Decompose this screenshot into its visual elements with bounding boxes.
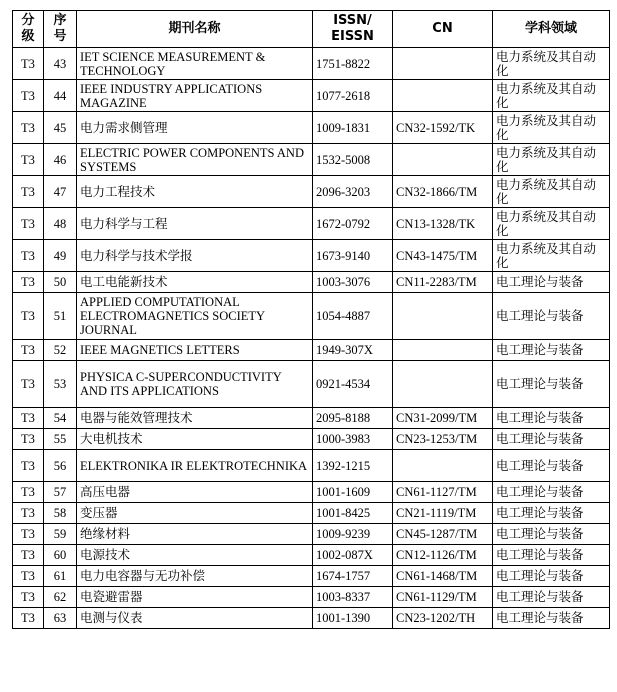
cell-field: 电工理论与装备: [493, 429, 610, 450]
cell-cn: [393, 48, 493, 80]
cell-cn: CN32-1592/TK: [393, 112, 493, 144]
cell-journal-name: ELEKTRONIKA IR ELEKTROTECHNIKA: [77, 450, 313, 482]
cell-field: 电工理论与装备: [493, 566, 610, 587]
cell-grade: T3: [13, 361, 44, 408]
cell-grade: T3: [13, 450, 44, 482]
cell-issn: 1673-9140: [313, 240, 393, 272]
cell-field: 电力系统及其自动化: [493, 144, 610, 176]
cell-grade: T3: [13, 80, 44, 112]
cell-cn: CN61-1129/TM: [393, 587, 493, 608]
cell-journal-name: 电器与能效管理技术: [77, 408, 313, 429]
cell-journal-name: 电力工程技术: [77, 176, 313, 208]
cell-grade: T3: [13, 587, 44, 608]
cell-grade: T3: [13, 408, 44, 429]
cell-field: 电工理论与装备: [493, 524, 610, 545]
cell-seq: 46: [44, 144, 77, 176]
cell-journal-name: IET SCIENCE MEASUREMENT & TECHNOLOGY: [77, 48, 313, 80]
cell-field: 电工理论与装备: [493, 545, 610, 566]
cell-issn: 1009-1831: [313, 112, 393, 144]
cell-cn: CN61-1127/TM: [393, 482, 493, 503]
cell-issn: 1002-087X: [313, 545, 393, 566]
header-field: 学科领域: [493, 11, 610, 48]
table-row: [13, 482, 610, 503]
cell-field: 电力系统及其自动化: [493, 240, 610, 272]
cell-journal-name: 电源技术: [77, 545, 313, 566]
cell-journal-name: 变压器: [77, 503, 313, 524]
cell-grade: T3: [13, 208, 44, 240]
cell-field: 电工理论与装备: [493, 608, 610, 629]
cell-issn: 1003-3076: [313, 272, 393, 293]
cell-journal-name: 大电机技术: [77, 429, 313, 450]
cell-issn: 1054-4887: [313, 293, 393, 340]
table-row: [13, 340, 610, 361]
header-row: [13, 11, 610, 48]
cell-issn: 1392-1215: [313, 450, 393, 482]
cell-journal-name: 高压电器: [77, 482, 313, 503]
table-row: [13, 361, 610, 408]
cell-cn: [393, 144, 493, 176]
cell-cn: CN43-1475/TM: [393, 240, 493, 272]
cell-journal-name: 绝缘材料: [77, 524, 313, 545]
header-grade: 分 级: [13, 11, 44, 48]
journal-table: [12, 10, 610, 629]
cell-field: 电工理论与装备: [493, 361, 610, 408]
cell-seq: 55: [44, 429, 77, 450]
cell-journal-name: 电力需求侧管理: [77, 112, 313, 144]
cell-seq: 50: [44, 272, 77, 293]
table-row: [13, 566, 610, 587]
cell-grade: T3: [13, 144, 44, 176]
cell-cn: CN21-1119/TM: [393, 503, 493, 524]
table-row: [13, 429, 610, 450]
cell-grade: T3: [13, 429, 44, 450]
table-row: [13, 608, 610, 629]
cell-field: 电力系统及其自动化: [493, 80, 610, 112]
cell-field: 电力系统及其自动化: [493, 112, 610, 144]
cell-grade: T3: [13, 48, 44, 80]
cell-journal-name: 电力电容器与无功补偿: [77, 566, 313, 587]
cell-grade: T3: [13, 240, 44, 272]
cell-seq: 58: [44, 503, 77, 524]
cell-seq: 45: [44, 112, 77, 144]
table-row: [13, 80, 610, 112]
table-row: [13, 48, 610, 80]
cell-field: 电力系统及其自动化: [493, 208, 610, 240]
table-row: [13, 408, 610, 429]
cell-grade: T3: [13, 545, 44, 566]
cell-cn: [393, 361, 493, 408]
cell-grade: T3: [13, 340, 44, 361]
cell-grade: T3: [13, 503, 44, 524]
cell-seq: 51: [44, 293, 77, 340]
cell-seq: 54: [44, 408, 77, 429]
cell-cn: [393, 80, 493, 112]
cell-field: 电力系统及其自动化: [493, 48, 610, 80]
cell-grade: T3: [13, 272, 44, 293]
cell-issn: 1077-2618: [313, 80, 393, 112]
cell-issn: 1001-1609: [313, 482, 393, 503]
cell-cn: [393, 450, 493, 482]
cell-issn: 1001-1390: [313, 608, 393, 629]
cell-grade: T3: [13, 176, 44, 208]
cell-cn: CN11-2283/TM: [393, 272, 493, 293]
table-row: [13, 450, 610, 482]
table-body: [13, 48, 610, 629]
cell-grade: T3: [13, 482, 44, 503]
cell-issn: 1003-8337: [313, 587, 393, 608]
cell-cn: [393, 340, 493, 361]
table-row: [13, 176, 610, 208]
cell-cn: CN32-1866/TM: [393, 176, 493, 208]
cell-seq: 61: [44, 566, 77, 587]
cell-seq: 56: [44, 450, 77, 482]
header-cn: CN: [393, 11, 493, 48]
cell-journal-name: PHYSICA C-SUPERCONDUCTIVITY AND ITS APPLICATIONS: [77, 361, 313, 408]
cell-grade: T3: [13, 524, 44, 545]
cell-cn: CN31-2099/TM: [393, 408, 493, 429]
cell-issn: 1001-8425: [313, 503, 393, 524]
cell-issn: 1672-0792: [313, 208, 393, 240]
cell-seq: 48: [44, 208, 77, 240]
cell-journal-name: 电瓷避雷器: [77, 587, 313, 608]
cell-cn: CN13-1328/TK: [393, 208, 493, 240]
cell-seq: 57: [44, 482, 77, 503]
cell-issn: 1674-1757: [313, 566, 393, 587]
cell-seq: 53: [44, 361, 77, 408]
cell-field: 电工理论与装备: [493, 340, 610, 361]
table-row: [13, 587, 610, 608]
cell-cn: [393, 293, 493, 340]
cell-journal-name: 电力科学与工程: [77, 208, 313, 240]
cell-seq: 47: [44, 176, 77, 208]
table-row: [13, 503, 610, 524]
cell-grade: T3: [13, 112, 44, 144]
table-row: [13, 524, 610, 545]
cell-journal-name: 电工电能新技术: [77, 272, 313, 293]
cell-seq: 43: [44, 48, 77, 80]
cell-cn: CN23-1253/TM: [393, 429, 493, 450]
cell-issn: 1949-307X: [313, 340, 393, 361]
cell-grade: T3: [13, 566, 44, 587]
cell-journal-name: APPLIED COMPUTATIONAL ELECTROMAGNETICS SOCIETY JOURNAL: [77, 293, 313, 340]
cell-journal-name: IEEE MAGNETICS LETTERS: [77, 340, 313, 361]
journal-table-container: [12, 10, 609, 629]
table-row: [13, 272, 610, 293]
cell-field: 电工理论与装备: [493, 503, 610, 524]
header-journal-name: 期刊名称: [77, 11, 313, 48]
cell-grade: T3: [13, 608, 44, 629]
cell-seq: 63: [44, 608, 77, 629]
table-row: [13, 112, 610, 144]
cell-field: 电工理论与装备: [493, 408, 610, 429]
cell-field: 电工理论与装备: [493, 482, 610, 503]
cell-journal-name: 电力科学与技术学报: [77, 240, 313, 272]
cell-journal-name: 电测与仪表: [77, 608, 313, 629]
cell-issn: 2096-3203: [313, 176, 393, 208]
cell-field: 电工理论与装备: [493, 272, 610, 293]
cell-issn: 1532-5008: [313, 144, 393, 176]
cell-seq: 59: [44, 524, 77, 545]
cell-issn: 1000-3983: [313, 429, 393, 450]
cell-field: 电工理论与装备: [493, 293, 610, 340]
cell-cn: CN61-1468/TM: [393, 566, 493, 587]
table-row: [13, 545, 610, 566]
cell-field: 电工理论与装备: [493, 587, 610, 608]
table-row: [13, 208, 610, 240]
header-seq: 序 号: [44, 11, 77, 48]
cell-cn: CN12-1126/TM: [393, 545, 493, 566]
table-row: [13, 293, 610, 340]
table-row: [13, 144, 610, 176]
cell-cn: CN45-1287/TM: [393, 524, 493, 545]
cell-issn: 1009-9239: [313, 524, 393, 545]
cell-seq: 44: [44, 80, 77, 112]
cell-issn: 2095-8188: [313, 408, 393, 429]
header-issn: ISSN/ EISSN: [313, 11, 393, 48]
cell-grade: T3: [13, 293, 44, 340]
table-row: [13, 240, 610, 272]
cell-journal-name: ELECTRIC POWER COMPONENTS AND SYSTEMS: [77, 144, 313, 176]
cell-field: 电力系统及其自动化: [493, 176, 610, 208]
cell-issn: 1751-8822: [313, 48, 393, 80]
cell-journal-name: IEEE INDUSTRY APPLICATIONS MAGAZINE: [77, 80, 313, 112]
cell-cn: CN23-1202/TH: [393, 608, 493, 629]
cell-seq: 49: [44, 240, 77, 272]
cell-issn: 0921-4534: [313, 361, 393, 408]
cell-seq: 62: [44, 587, 77, 608]
cell-field: 电工理论与装备: [493, 450, 610, 482]
cell-seq: 52: [44, 340, 77, 361]
cell-seq: 60: [44, 545, 77, 566]
